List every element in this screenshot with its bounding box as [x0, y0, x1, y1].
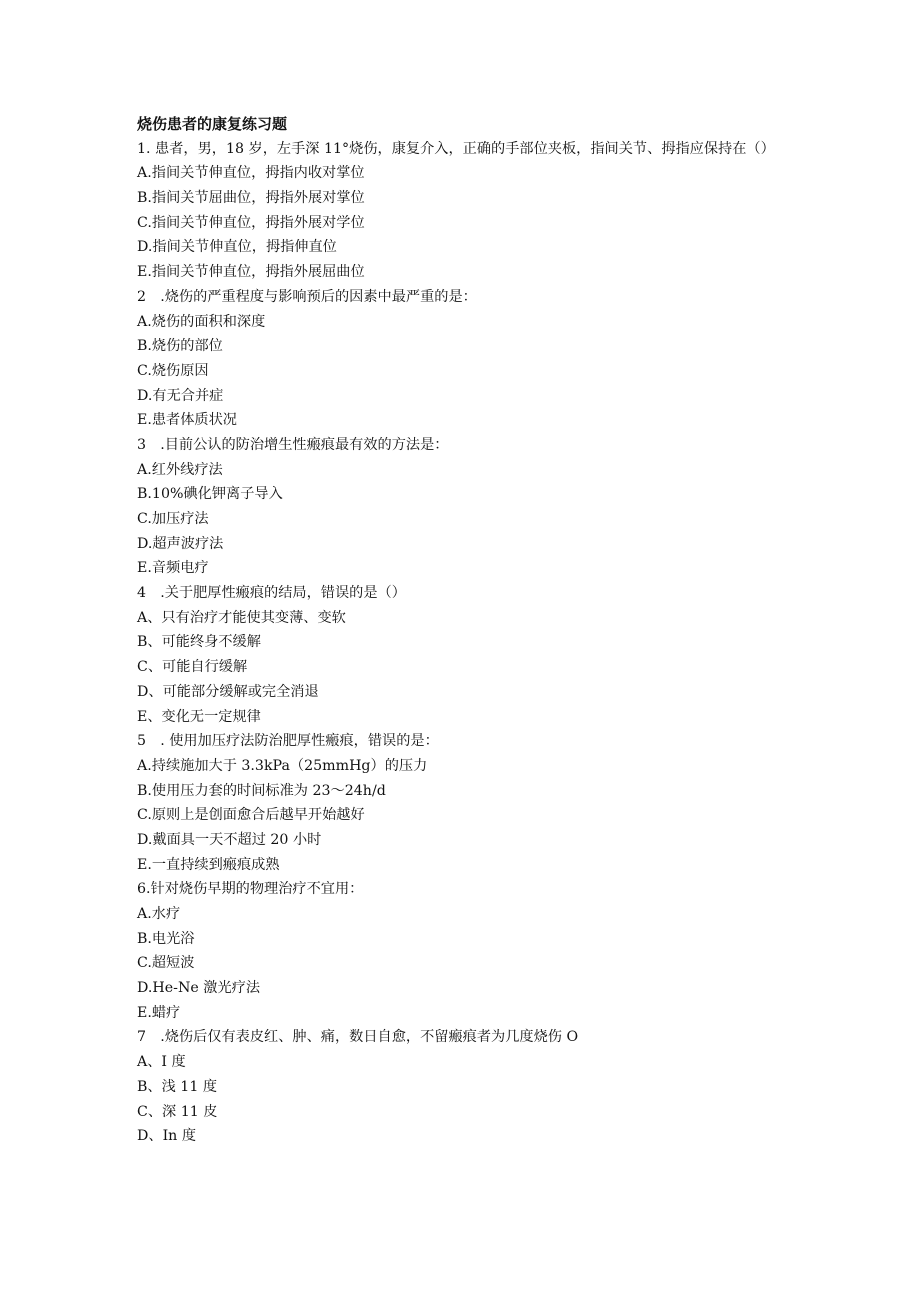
- question-2-option-a: A.烧伤的面积和深度: [137, 313, 266, 330]
- document-title: 烧伤患者的康复练习题: [137, 115, 288, 133]
- question-4-option-d: D、可能部分缓解或完全消退: [137, 683, 319, 700]
- question-1-option-c: C.指间关节伸直位，拇指外展对学位: [137, 214, 365, 231]
- question-3-option-a: A.红外线疗法: [137, 461, 223, 478]
- question-1-option-a: A.指间关节伸直位，拇指内收对掌位: [137, 165, 365, 182]
- question-4: 4 .关于肥厚性瘢痕的结局，错误的是（）: [137, 585, 406, 602]
- question-2: 2 .烧伤的严重程度与影响预后的因素中最严重的是：: [137, 288, 477, 305]
- question-5-option-a: A.持续施加大于 3.3kPa（25mmHg）的压力: [137, 757, 428, 774]
- question-4-option-e: E、变化无一定规律: [137, 708, 261, 725]
- question-2-option-d: D.有无合并症: [137, 387, 224, 404]
- question-1-option-e: E.指间关节伸直位，拇指外展屈曲位: [137, 264, 365, 281]
- question-6-option-c: C.超短波: [137, 955, 195, 972]
- question-4-option-b: B、可能终身不缓解: [137, 634, 261, 651]
- question-7-option-a: A、I 度: [137, 1054, 186, 1071]
- question-5-option-b: B.使用压力套的时间标准为 23～24h∕d: [137, 782, 386, 799]
- question-3-option-e: E.音频电疗: [137, 560, 209, 577]
- question-2-option-b: B.烧伤的部位: [137, 338, 223, 355]
- question-6: 6.针对烧伤早期的物理治疗不宜用：: [137, 881, 364, 898]
- question-7-option-c: C、深 11 皮: [137, 1103, 218, 1120]
- question-3-option-d: D.超声波疗法: [137, 535, 224, 552]
- question-2-option-c: C.烧伤原因: [137, 362, 209, 379]
- question-5-option-d: D.戴面具一天不超过 20 小时: [137, 831, 322, 848]
- question-3-option-b: B.10%碘化钾离子导入: [137, 486, 283, 503]
- question-1-option-d: D.指间关节伸直位，拇指伸直位: [137, 239, 337, 256]
- question-5-option-c: C.原则上是创面愈合后越早开始越好: [137, 807, 365, 824]
- question-5-option-e: E.一直持续到瘢痕成熟: [137, 856, 280, 873]
- question-3: 3 .目前公认的防治增生性瘢痕最有效的方法是：: [137, 436, 449, 453]
- question-6-option-d: D.He-Ne 激光疗法: [137, 980, 261, 997]
- question-2-option-e: E.患者体质状况: [137, 412, 237, 429]
- question-6-option-e: E.蜡疗: [137, 1004, 181, 1021]
- question-4-option-c: C、可能自行缓解: [137, 659, 248, 676]
- document-page: [137, 112, 777, 1149]
- question-1-option-b: B.指间关节屈曲位，拇指外展对掌位: [137, 190, 365, 207]
- question-1: 1. 患者，男，18 岁，左手深 11°烧伤，康复介入，正确的手部位夹板，指间关节、拇指应保持在（）: [137, 140, 775, 157]
- question-4-option-a: A、只有治疗才能使其变薄、变软: [137, 609, 346, 626]
- question-3-option-c: C.加压疗法: [137, 511, 209, 528]
- question-7: 7 .烧伤后仅有表皮红、肿、痛，数日自愈，不留瘢痕者为几度烧伤 O: [137, 1029, 579, 1046]
- question-6-option-b: B.电光浴: [137, 930, 195, 947]
- question-7-option-b: B、浅 11 度: [137, 1078, 218, 1095]
- question-6-option-a: A.水疗: [137, 906, 181, 923]
- question-7-option-d: D、In 度: [137, 1128, 197, 1145]
- question-5: 5 . 使用加压疗法防治肥厚性瘢痕，错误的是：: [137, 733, 439, 750]
